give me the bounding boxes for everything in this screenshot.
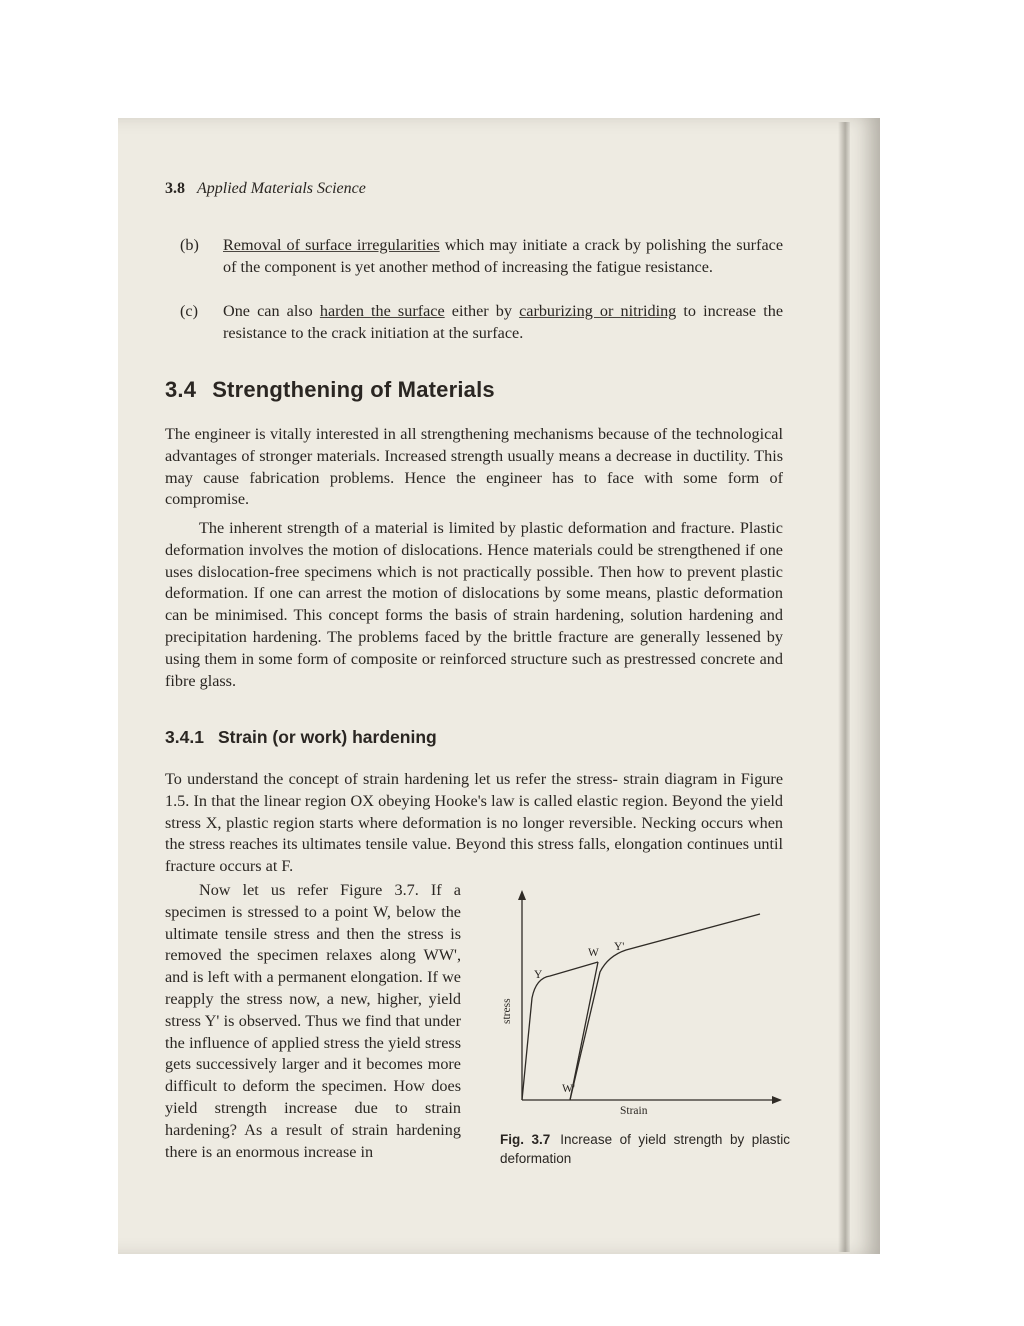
paragraph-inherent-strength: The inherent strength of a material is limited by plastic deformation and fracture. Plastic deformation involves the motion of dislocations. Hence materials could be strengthened if one uses dislocation-free specimens which is not practically possible. Then how to prevent plastic deformation. If one can arrest the motion of dislocations by some means, plastic deformation can be minimised. This concept forms the basis of strain hardening, solution hardening and precipitation hardening. The problems faced by the brittle fracture are generally lessened by using them in some form of composite or reinforced structure such as prestressed concrete and fibre glass. bbox=[165, 519, 783, 690]
reloading-curve bbox=[570, 914, 760, 1100]
stress-strain-diagram bbox=[496, 888, 792, 1128]
subsection-number: 3.4.1 bbox=[165, 727, 204, 747]
book-title: Applied Materials Science bbox=[197, 180, 366, 197]
point-label-w: W bbox=[588, 947, 599, 959]
x-axis-arrow bbox=[772, 1096, 782, 1104]
page-binding-shadow bbox=[838, 122, 850, 1252]
list-item-text: One can also harden the surface either by carburizing or nitriding to increase the resistance to the crack initiation at the surface. bbox=[223, 302, 784, 342]
point-label-y-prime: Y' bbox=[614, 941, 625, 953]
point-label-y: Y bbox=[534, 969, 543, 981]
figure-caption-text: Increase of yield strength by plastic deformation bbox=[500, 1132, 791, 1166]
underlined-phrase: Removal of surface irregularities bbox=[223, 236, 440, 254]
underlined-phrase: harden the surface bbox=[319, 302, 445, 320]
subsection-heading bbox=[165, 727, 437, 748]
x-axis-label: Strain bbox=[620, 1105, 648, 1117]
section-heading bbox=[165, 377, 495, 403]
section-number: 3.4 bbox=[165, 377, 197, 402]
list-marker: (c) bbox=[180, 302, 198, 320]
paragraph-figure-reference: Now let us refer Figure 3.7. If a specimen is stressed to a point W, below the ultimate tensile stress and then the stress is removed the specimen relaxes along WW', and is left with a permanent elongation. If we reapply the stress now, a new, higher, yield stress Y' is observed. Thus we find that under the influence of applied stress the yield stress gets successively larger and it becomes more difficult to deform the specimen. How does yield strength increase due to strain hardening? As a result of strain hardening there is an enormous increase in bbox=[165, 881, 461, 1161]
list-item-text: Removal of surface irregularities which may initiate a crack by polishing the surface of the component is yet another method of increasing the fatigue resistance. bbox=[223, 236, 784, 276]
underlined-phrase: carburizing or nitriding bbox=[519, 302, 677, 320]
y-axis-arrow bbox=[518, 890, 526, 900]
section-title: Strengthening of Materials bbox=[212, 377, 495, 402]
y-axis-label: stress bbox=[501, 998, 513, 1024]
paragraph-intro: The engineer is vitally interested in all strengthening mechanisms because of the technological advantages of stronger materials. Increased strength usually means a decrease in ductility. This may cause fabrication problems. Hence the engineer has to face with some form of compromise. bbox=[165, 425, 783, 509]
point-label-w-prime: W' bbox=[562, 1083, 575, 1095]
page-number: 3.8 bbox=[165, 180, 185, 197]
figure-caption-label: Fig. 3.7 bbox=[500, 1132, 551, 1147]
subsection-title: Strain (or work) hardening bbox=[217, 727, 437, 747]
list-marker: (b) bbox=[180, 236, 199, 254]
running-head bbox=[165, 180, 366, 198]
figure-caption bbox=[500, 1130, 790, 1168]
paragraph-strain-hardening: To understand the concept of strain hardening let us refer the stress- strain diagram in Figure 1.5. In that the linear region OX obeying Hooke's law is called elastic region. Beyond the yield stress X, plastic region starts where deformation is no longer reversible. Necking occurs when the stress reaches its ultimates tensile value. Beyond this stress falls, elongation continues until fracture occurs at F. bbox=[165, 770, 783, 876]
